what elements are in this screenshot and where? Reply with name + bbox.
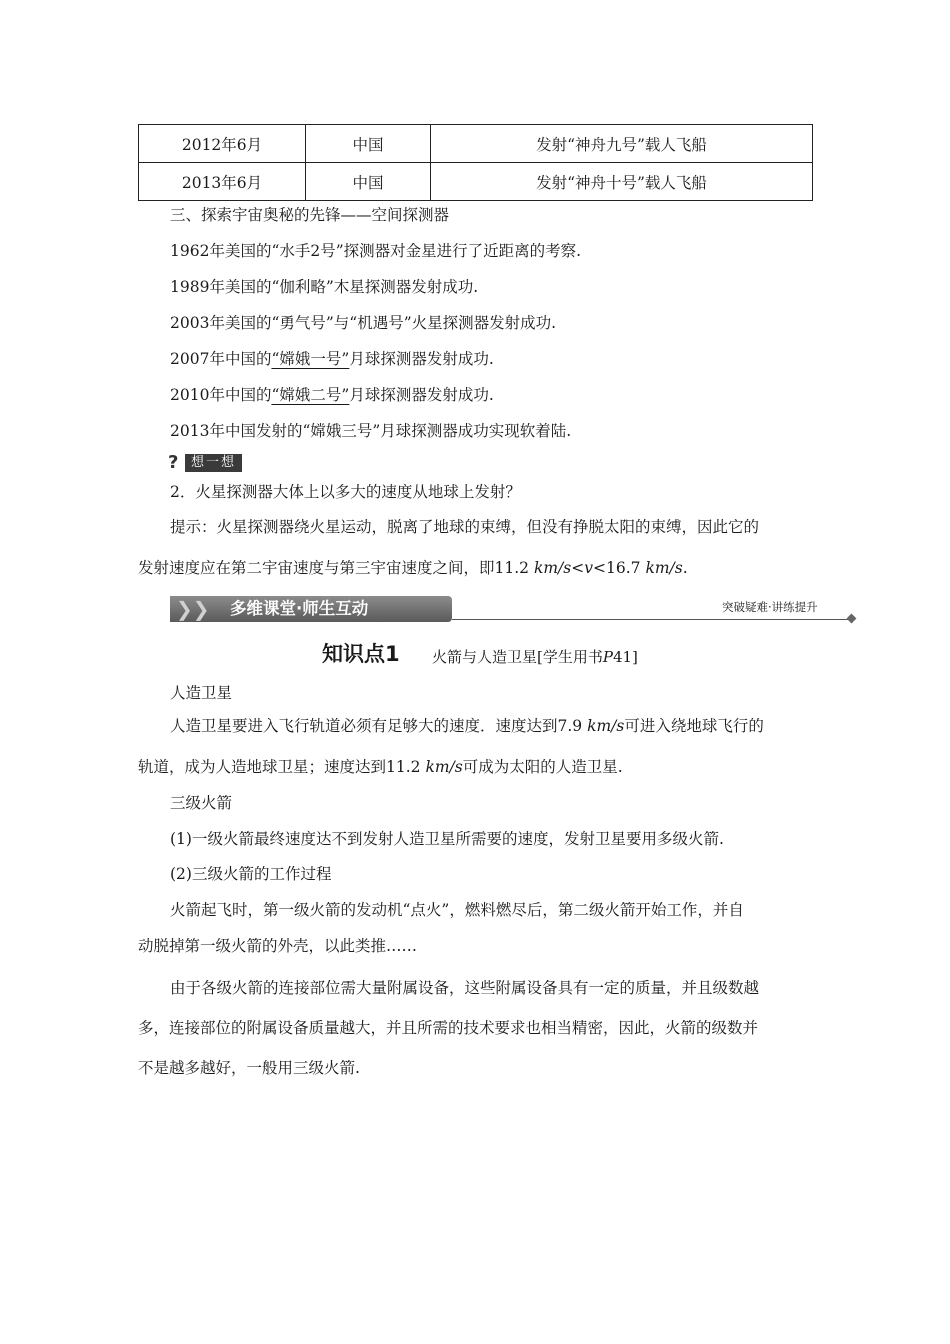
- paragraph-line: 动脱掉第一级火箭的外壳，以此类推……: [138, 937, 418, 955]
- fill-blank-answer: “嫦娥一号”: [271, 350, 350, 368]
- paragraph-text: 可进入绕地球飞行的: [624, 717, 764, 735]
- diamond-icon: [847, 614, 857, 624]
- paragraph-line: 由于各级火箭的连接部位需大量附属设备，这些附属设备具有一定的质量，并且级数越: [170, 979, 760, 997]
- kp-page-letter: P: [602, 648, 613, 666]
- kp-page-num: 41]: [612, 648, 638, 666]
- answer-text: 发射速度应在第二宇宙速度与第三宇宙速度之间，即11.2: [138, 559, 534, 577]
- think-question: 2．火星探测器大体上以多大的速度从地球上发射？: [170, 483, 521, 501]
- question-mark-icon: ?: [168, 452, 179, 473]
- paragraph-text: 人造卫星要进入飞行轨道必须有足够大的速度．速度达到7.9: [170, 717, 588, 735]
- paragraph-line: [170, 716, 764, 736]
- operator-text: <16.7: [593, 559, 646, 577]
- table-cell-date: 2013年6月: [139, 163, 306, 201]
- knowledge-point-number: 知识点1: [322, 642, 400, 666]
- history-table: [138, 124, 813, 201]
- probe-item-prefix: 2010年中国的: [170, 386, 272, 404]
- table-cell-country: 中国: [306, 163, 431, 201]
- probe-item: 2003年美国的“勇气号”与“机遇号”火星探测器发射成功.: [170, 314, 557, 332]
- paragraph-line: 火箭起飞时，第一级火箭的发动机“点火”，燃料燃尽后，第二级火箭开始工作，并自: [170, 901, 744, 919]
- answer-text: .: [682, 559, 688, 577]
- probe-item: 1962年美国的“水手2号”探测器对金星进行了近距离的考察.: [170, 242, 582, 260]
- unit-text: km/s: [645, 559, 683, 577]
- table-cell-event: 发射“神舟九号”载人飞船: [431, 125, 813, 163]
- probe-item: [170, 385, 494, 405]
- probe-item: [170, 349, 494, 369]
- operator-text: <: [571, 559, 585, 577]
- think-label: 想一想: [185, 454, 242, 472]
- table-row: [139, 125, 813, 163]
- table-cell-event: 发射“神舟十号”载人飞船: [431, 163, 813, 201]
- section-heading: 三、探索宇宙奥秘的先锋——空间探测器: [170, 206, 450, 224]
- table-cell-date: 2012年6月: [139, 125, 306, 163]
- unit-text: km/s: [425, 758, 463, 776]
- variable-text: v: [584, 559, 593, 577]
- kp-title-text: 火箭与人造卫星[学生用书: [432, 648, 603, 666]
- subheading: 人造卫星: [170, 684, 233, 702]
- think-answer-line: [138, 558, 688, 578]
- table-row: [139, 163, 813, 201]
- banner-divider: [452, 619, 850, 620]
- subheading: 三级火箭: [170, 794, 233, 812]
- banner-subtitle: 突破疑难·讲练提升: [722, 600, 818, 614]
- unit-text: km/s: [587, 717, 625, 735]
- unit-text: km/s: [533, 559, 572, 577]
- paragraph-text: 可成为太阳的人造卫星.: [462, 758, 623, 776]
- chevron-right-icon: ❯❯: [176, 597, 210, 621]
- think-answer-line: 提示：火星探测器绕火星运动，脱离了地球的束缚，但没有挣脱太阳的束缚，因此它的: [170, 518, 760, 536]
- banner-title: 多维课堂·师生互动: [230, 599, 369, 618]
- probe-item-prefix: 2007年中国的: [170, 350, 272, 368]
- paragraph-line: [138, 757, 623, 777]
- paragraph-line: (2)三级火箭的工作过程: [170, 865, 332, 883]
- probe-item: 1989年美国的“伽利略”木星探测器发射成功.: [170, 278, 479, 296]
- fill-blank-answer: “嫦娥二号”: [271, 386, 350, 404]
- probe-item: 2013年中国发射的“嫦娥三号”月球探测器成功实现软着陆.: [170, 422, 572, 440]
- table-cell-country: 中国: [306, 125, 431, 163]
- probe-item-suffix: 月球探测器发射成功.: [349, 350, 494, 368]
- paragraph-line: (1)一级火箭最终速度达不到发射人造卫星所需要的速度，发射卫星要用多级火箭.: [170, 830, 724, 848]
- paragraph-line: 多，连接部位的附属设备质量越大，并且所需的技术要求也相当精密，因此，火箭的级数并: [138, 1019, 759, 1037]
- probe-item-suffix: 月球探测器发射成功.: [349, 386, 494, 404]
- paragraph-line: 不是越多越好，一般用三级火箭.: [138, 1059, 360, 1077]
- knowledge-point-title: [432, 648, 638, 666]
- paragraph-text: 轨道，成为人造地球卫星；速度达到11.2: [138, 758, 426, 776]
